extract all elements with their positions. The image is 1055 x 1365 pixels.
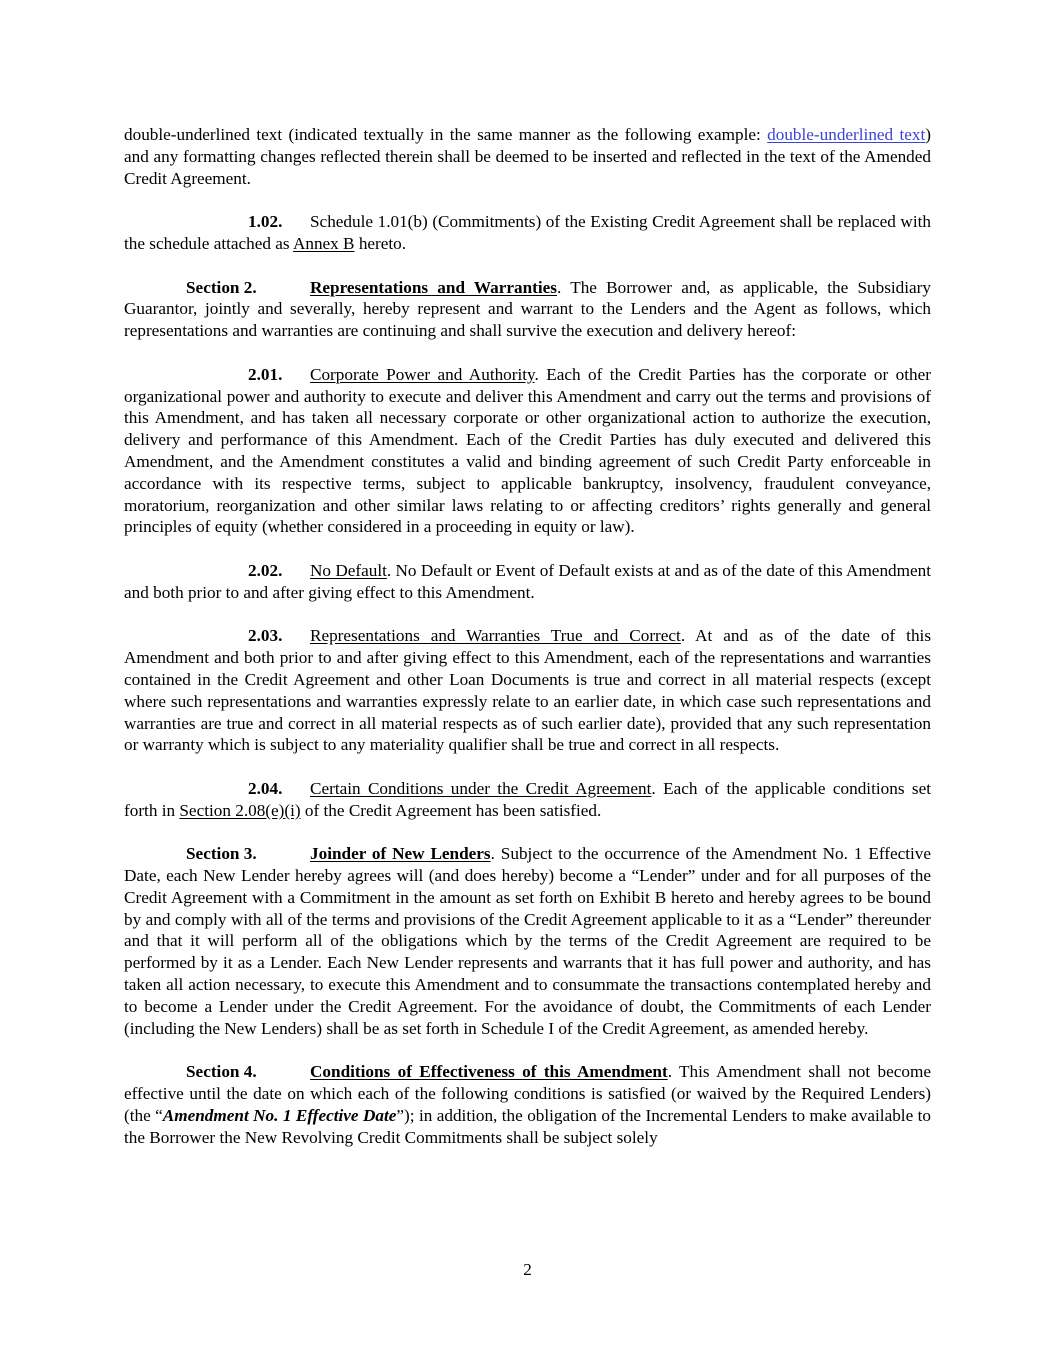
- defined-term: Amendment No. 1 Effective Date: [162, 1105, 397, 1125]
- clause-number: 2.03.: [248, 626, 283, 646]
- section-number: Section 2.: [186, 277, 257, 297]
- section-3: [124, 843, 931, 1039]
- section-number: Section 3.: [186, 844, 257, 864]
- clause-number: 1.02.: [248, 212, 283, 232]
- clause-2-04: [124, 778, 931, 822]
- clause-2-02: [124, 560, 931, 604]
- clause-2-01: [124, 364, 931, 538]
- clause-text: . No Default or Event of Default exists at and as of the date of this Amendment and both prior to and after giving effect to this Amendment.: [124, 560, 931, 602]
- section-heading: Joinder of New Lenders: [310, 844, 491, 864]
- section-heading: Representations and Warranties: [310, 277, 557, 297]
- page-number: 2: [523, 1260, 532, 1279]
- intro-text-after: ) and any formatting changes reflected therein shall be deemed to be inserted and reflected in the text of the Amended Credit Agreement.: [124, 125, 931, 188]
- clause-heading: No Default: [310, 560, 387, 580]
- clause-number: 2.04.: [248, 778, 283, 798]
- document-page: [124, 124, 931, 1170]
- clause-text-end: hereto.: [354, 233, 407, 253]
- clause-number: 2.02.: [248, 560, 283, 580]
- clause-2-03: [124, 625, 931, 756]
- section-number: Section 4.: [186, 1062, 257, 1082]
- clause-text: . At and as of the date of this Amendment and both prior to and after giving effect to this Amendment, each of the representations and warranties contained in the Credit Agreement and other Loan Documents is true and correct in all material respects (except where such representations and warranties expressly relate to an earlier date, in which case such representations and warranties are true and correct in all material respects as of such earlier date), provided that any such representation or warranty which is subject to any materiality qualifier shall be true and correct in all respects.: [124, 626, 932, 755]
- section-text: . The Borrower and, as applicable, the Subsidiary Guarantor, jointly and severally, hereby represent and warrant to the Lenders and the Agent as follows, which representations and warranties are continuing and shall survive the execution and delivery hereof:: [124, 277, 931, 341]
- section-2: [124, 277, 931, 342]
- clause-text: . Each of the applicable conditions set forth in: [124, 778, 931, 820]
- clause-text: Schedule 1.01(b) (Commitments) of the Existing Credit Agreement shall be replaced with the schedule attached as: [124, 212, 931, 253]
- clause-text: . Each of the Credit Parties has the corporate or other organizational power and authority to execute and deliver this Amendment and carry out the terms and provisions of this Amendment, and has taken all necessary corporate or other organizational action to authorize the execution, delivery and performance of this Amendment. Each of the Credit Parties has duly executed and delivered this Amendment, and the Amendment constitutes a valid and binding agreement of such Credit Party enforceable in accordance with its respective terms, subject to applicable bankruptcy, insolvency, fraudulent conveyance, moratorium, reorganization and other similar laws relating to or affecting creditors’ rights generally and general principles of equity (whether considered in a proceeding in equity or law).: [124, 364, 931, 537]
- clause-text-end: of the Credit Agreement has been satisfied.: [300, 800, 602, 820]
- section-heading: Conditions of Effectiveness of this Amendment: [310, 1062, 668, 1082]
- annex-b-reference: Annex B: [292, 233, 355, 253]
- double-underlined-example-link[interactable]: double-underlined text: [767, 125, 926, 144]
- clause-number: 2.01.: [248, 364, 283, 384]
- clause-1-02: [124, 211, 931, 255]
- clause-heading: Representations and Warranties True and Correct: [310, 626, 681, 646]
- clause-heading: Certain Conditions under the Credit Agreement: [310, 778, 652, 798]
- section-text: . This Amendment shall not become effective until the date on which each of the following conditions is satisfied (or waived by the Required Lenders) (the “: [124, 1062, 931, 1125]
- intro-text-before: double-underlined text (indicated textually in the same manner as the following example:: [124, 125, 768, 144]
- intro-paragraph: [124, 124, 931, 189]
- section-reference: Section 2.08(e)(i): [179, 800, 301, 820]
- section-text: . Subject to the occurrence of the Amendment No. 1 Effective Date, each New Lender hereby agrees will (and does hereby) become a “Lender” under and for all purposes of the Credit Agreement with a Commitment in the amount as set forth on Exhibit B hereto and hereby agrees to be bound by and comply with all of the terms and provisions of the Credit Agreement applicable to it as a “Lender” thereunder and that it will perform all of the obligations which by the terms of the Credit Agreement are required to be performed by it as a Lender. Each New Lender represents and warrants that it has full power and authority, and has taken all action necessary, to execute this Amendment and to consummate the transactions contemplated hereby and to become a Lender under the Credit Agreement. For the avoidance of doubt, the Commitments of each Lender (including the New Lenders) shall be as set forth in Schedule I of the Credit Agreement, as amended hereby.: [124, 844, 931, 1038]
- section-4: [124, 1061, 931, 1148]
- clause-heading: Corporate Power and Authority: [310, 364, 535, 384]
- section-text-end: ”); in addition, the obligation of the Incremental Lenders to make available to the Borrower the New Revolving Credit Commitments shall be subject solely: [124, 1105, 931, 1147]
